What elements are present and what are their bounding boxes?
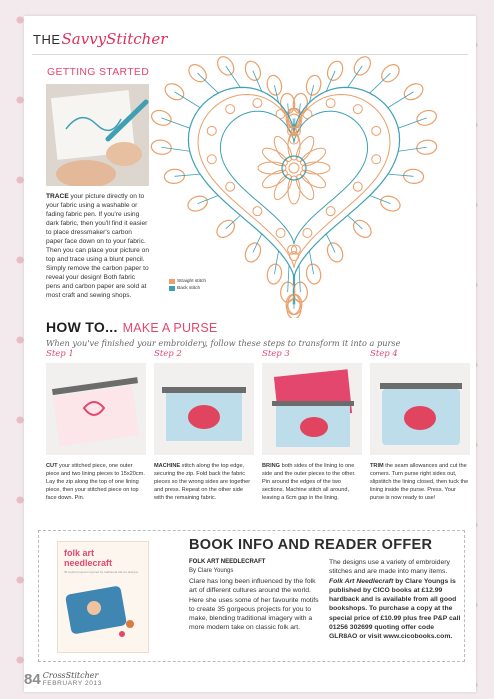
center-flower-petal <box>260 167 290 191</box>
book-cover-title-1: folk art <box>64 548 95 558</box>
step-4-label: Step 4 <box>370 349 398 359</box>
issue-date: FEBRUARY 2013 <box>42 680 102 687</box>
offer-intro: The designs use a variety of embroidery stitches and are made into many items. <box>329 559 450 576</box>
petal-stem <box>299 265 300 292</box>
offer-purchase-details: by Clare Youngs is published by CICO books at £12.99 hardback and is available from all good bookshops. To purchase a copy at the special price of £10.99 plus free P&P call 01256 302699 quoting offer code GLR8AO or visit www.cicobooks.com. <box>329 577 461 641</box>
step-3-label: Step 3 <box>262 349 290 359</box>
book-byline: By Clare Youngs <box>189 568 234 574</box>
inner-petal <box>326 99 335 108</box>
offer-book-title: Folk Art Needlecraft <box>329 577 394 585</box>
step-1-body: your stitched piece, one outer piece and two lining pieces to 15x20cm. Lay the zip along the top of one lining piece, then your stitched piece on top face down. Pin. <box>46 463 145 501</box>
petal-stem <box>161 147 189 151</box>
petal-stem <box>161 118 189 128</box>
inner-petal <box>372 155 381 164</box>
legend-label: Back stitch <box>177 286 201 291</box>
book-description: Clare has long been influenced by the folk art of different cultures around the world. Here she uses some of her favourite motifs to create 35 gorgeous projects for you to make, blending traditional imagery with a more modern take on classic folk art. <box>189 578 319 632</box>
legend-straight-stitch <box>169 279 206 284</box>
center-flower-petal <box>293 172 317 202</box>
step-2-label: Step 2 <box>154 349 182 359</box>
inner-petal <box>226 105 235 114</box>
book-cover-blurb: 35 stylish projects inspired by traditional folk art designs <box>64 570 139 574</box>
petal-stem <box>348 215 363 228</box>
outer-petal <box>150 139 172 156</box>
heart-outline-outer <box>188 87 399 278</box>
petal-stem <box>398 147 426 151</box>
inner-petal <box>353 182 362 191</box>
howto-heading <box>46 319 217 335</box>
step-3-lead: BRING <box>262 463 281 469</box>
inner-petal <box>276 229 285 238</box>
inner-petal <box>253 99 262 108</box>
step-4-body: the seam allowances and cut the corners. Turn purse right sides out, slipstitch the lining closed, then tuck the lining inside the purse. Press. Your purse is now ready to use! <box>370 463 469 501</box>
getting-started-title: GETTING STARTED <box>47 66 150 78</box>
inner-petal <box>326 207 335 216</box>
inner-petal <box>276 110 285 119</box>
inner-petal <box>353 105 362 114</box>
petal-stem <box>226 215 241 228</box>
book-heading: FOLK ART NEEDLECRAFT <box>189 559 266 565</box>
masthead-brand: SavvyStitcher <box>61 30 168 48</box>
inner-petal <box>303 110 312 119</box>
petal-stem <box>309 251 313 274</box>
step-4-photo <box>370 363 470 455</box>
trace-body: your picture directly on to your fabric using a washable or fading fabric pen. If you're using dark fabric, then you'll find it easier to place dressmaker's carbon paper face down on to your fabric. Then you can place your picture on top and trace using a blunt pencil. Simply remove the carbon paper to reveal your design! Both fabric pens and carbon paper are sold at most craft and sewing shops. <box>46 193 149 299</box>
outer-petal <box>351 54 374 78</box>
legend-back-stitch <box>169 286 206 291</box>
step-1-photo <box>46 363 146 455</box>
center-flower-petal <box>271 172 295 202</box>
inner-petal <box>207 155 216 164</box>
offer-column-2 <box>329 558 461 642</box>
page-number: 84 <box>24 671 41 688</box>
step-4-lead: TRIM <box>370 463 384 469</box>
folio-magazine <box>43 672 102 688</box>
magazine-page <box>24 16 476 692</box>
offer-column-1 <box>189 558 321 633</box>
step-1-label: Step 1 <box>46 349 74 359</box>
outer-petal <box>416 139 438 156</box>
offer-title: BOOK INFO AND READER OFFER <box>189 537 433 553</box>
petal-stem <box>274 251 278 274</box>
petal-stem <box>398 118 426 128</box>
inner-petal <box>303 229 312 238</box>
inner-petal <box>372 126 381 135</box>
book-cover-art <box>58 542 149 653</box>
center-flower-petal <box>260 145 290 169</box>
back-stitch-swatch <box>169 286 175 291</box>
step-2-lead: MACHINE <box>154 463 181 469</box>
book-cover-title-2: needlecraft <box>64 558 113 568</box>
center-flower-petal <box>293 134 317 164</box>
petal-stem <box>174 174 200 176</box>
reader-offer-box <box>38 530 465 662</box>
petal-stem <box>370 73 391 93</box>
center-flower-petal <box>271 134 295 164</box>
magazine-name: CrossStitcher <box>42 671 99 680</box>
center-flower-petal <box>298 145 328 169</box>
petal-stem <box>226 66 241 87</box>
page-folio <box>24 671 102 688</box>
straight-stitch-swatch <box>169 279 175 284</box>
inner-petal <box>290 252 299 261</box>
outer-petal <box>350 217 374 241</box>
stitch-legend <box>169 279 206 293</box>
petal-stem <box>288 265 289 292</box>
masthead-the: THE <box>33 32 61 47</box>
trace-lead: TRACE <box>46 193 69 200</box>
center-flower-core <box>289 163 299 173</box>
step-2-photo <box>154 363 254 455</box>
step-4-text <box>370 462 470 502</box>
step-1-text <box>46 462 146 502</box>
step-3-text <box>262 462 362 502</box>
inner-petal <box>253 207 262 216</box>
howto-intro: When you've finished your embroidery, follow these steps to transform it into a purse <box>46 338 401 348</box>
step-2-text <box>154 462 254 502</box>
step-1-lead: CUT <box>46 463 58 469</box>
inner-petal <box>207 126 216 135</box>
petal-stem <box>348 66 363 87</box>
step-2-body: stitch along the top edge, securing the zip. Fold back the fabric pieces so the wrong sides are together and press. Repeat on the other side with the remaining fabric. <box>154 463 251 501</box>
petal-stem <box>198 196 219 204</box>
center-flower-petal <box>298 167 328 191</box>
book-cover <box>57 541 149 653</box>
step-3-photo <box>262 363 362 455</box>
step-3-body: both sides of the lining to one side and the outer pieces to the other. Pin around the edges of the two sections. Machine stitch all around, leaving a 6cm gap in the lining. <box>262 463 356 501</box>
howto-title: HOW TO... <box>46 319 118 335</box>
petal-stem <box>198 73 219 93</box>
legend-label: Straight stitch <box>177 279 207 284</box>
heart-embroidery-pattern <box>129 38 459 318</box>
inner-petal <box>226 182 235 191</box>
howto-subtitle: MAKE A PURSE <box>122 321 218 335</box>
petal-stem <box>370 196 391 204</box>
petal-stem <box>388 174 414 176</box>
